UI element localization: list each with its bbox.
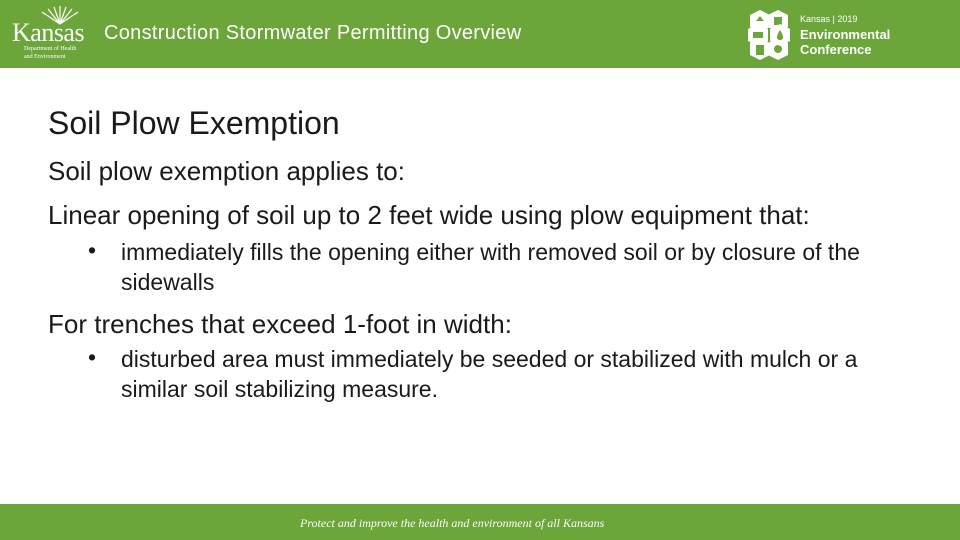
bullet-dot: •	[88, 237, 97, 263]
footer-tagline: Protect and improve the health and environment of all Kansans	[300, 516, 605, 530]
intro-line: Soil plow exemption applies to:	[48, 156, 405, 186]
bullet-item-1	[88, 237, 888, 299]
building-icon	[756, 45, 764, 55]
logo-subline-1: Department of Health	[24, 46, 77, 52]
conference-title-line2: Conference	[800, 42, 872, 57]
logo-wordmark: Kansas	[12, 18, 85, 47]
body-line-1: Linear opening of soil up to 2 feet wide using plow equipment that:	[48, 200, 810, 230]
bullet-item-2	[88, 344, 888, 406]
conference-logo	[742, 8, 952, 62]
hexagon-icons-right	[742, 8, 800, 62]
body-line-2: For trenches that exceed 1-foot in width:	[48, 309, 512, 339]
bullet-text-2: disturbed area must immediately be seeded or stabilized with mulch or a similar soil stabilizing measure.	[121, 346, 858, 402]
bullet-text-1: immediately fills the opening either with removed soil or by closure of the sidewalls	[121, 239, 860, 295]
bullet-dot: •	[88, 344, 97, 370]
kdhe-logo	[10, 6, 98, 62]
header-title: Construction Stormwater Permitting Overview	[104, 22, 522, 44]
header-bar	[0, 0, 960, 68]
footer-bar	[0, 504, 960, 540]
logo-subline-2: and Environment	[24, 54, 66, 60]
conference-year: Kansas | 2019	[800, 14, 858, 24]
slide-title: Soil Plow Exemption	[48, 105, 340, 141]
conference-title-line1: Environmental	[800, 27, 891, 42]
